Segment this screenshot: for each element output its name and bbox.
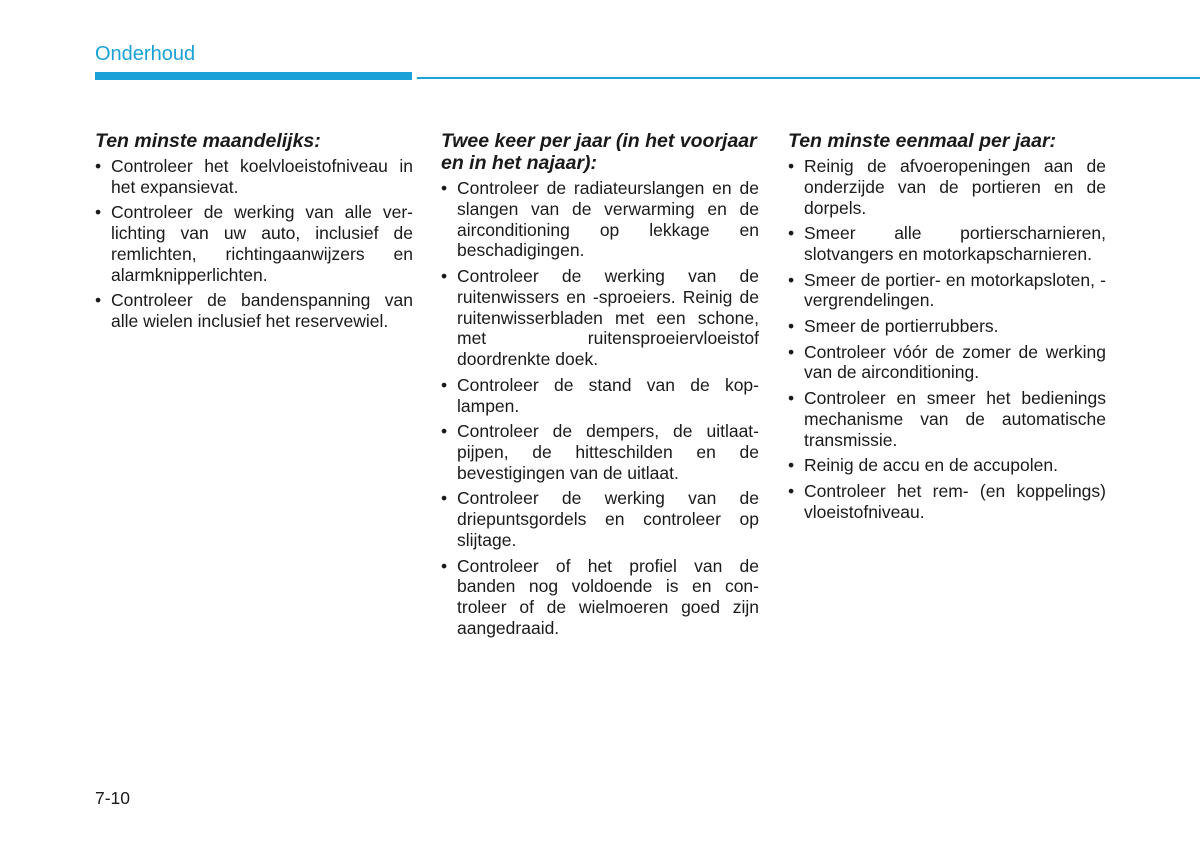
- bullet-icon: •: [788, 223, 795, 244]
- list-item-text: Controleer de werking van de ruitenwissers en -sproeiers. Reinig de ruitenwisserbladen met een schone, met ruitensproeiervloeistof doordrenkte doek.: [457, 265, 759, 370]
- bullet-icon: •: [788, 269, 795, 290]
- bullet-icon: •: [788, 480, 795, 501]
- bullet-icon: •: [788, 156, 795, 176]
- list-item: [788, 156, 1106, 218]
- column-heading: Twee keer per jaar (in het voorjaar en in het najaar):: [441, 130, 757, 174]
- list-item: [788, 316, 1106, 337]
- column-twice-yearly: [441, 130, 759, 644]
- list-item: [788, 342, 1106, 384]
- section-title: Onderhoud: [95, 43, 196, 65]
- list-item-text: Controleer of het profiel van de banden nog voldoende is en controleer of de wielmoeren goed zijn aangedraaid.: [457, 555, 759, 638]
- bullet-icon: •: [441, 555, 448, 576]
- list-item-text: Controleer de werking van alle verlichting van uw auto, inclusief de remlichten, richtingaanwijzers en alarmknipperlichten.: [111, 202, 413, 285]
- list-item-text: Smeer alle portierscharnieren, slotvangers en motorkapscharnieren.: [804, 223, 1106, 264]
- list-item: [788, 481, 1106, 523]
- bullet-icon: •: [788, 387, 795, 408]
- list-item-text: Reinig de accu en de accupolen.: [804, 455, 1058, 476]
- list-item: [441, 421, 759, 483]
- checklist: [788, 156, 1106, 522]
- bullet-icon: •: [95, 156, 102, 176]
- list-item: [95, 290, 413, 332]
- bullet-icon: •: [95, 202, 102, 223]
- list-item-text: Reinig de afvoeropeningen aan de onderzijde van de portieren en de dorpels.: [804, 156, 1106, 218]
- bullet-icon: •: [441, 374, 448, 395]
- bullet-icon: •: [95, 290, 102, 311]
- column-heading: Ten minste maandelijks:: [95, 130, 321, 152]
- list-item-text: Controleer vóór de zomer de werking van de airconditioning.: [804, 341, 1106, 383]
- bullet-icon: •: [441, 178, 448, 198]
- list-item: [95, 202, 413, 285]
- header-rule-thick: [95, 72, 412, 80]
- list-item-text: Smeer de portier- en motorkapsloten, -vergrendelingen.: [804, 269, 1106, 311]
- list-item-text: Smeer de portierrubbers.: [804, 315, 999, 336]
- list-item: [788, 270, 1106, 312]
- list-item-text: Controleer de radiateurslangen en de slangen van de verwarming en de airconditioning op lekkage en beschadigingen.: [457, 178, 759, 261]
- list-item: [788, 455, 1106, 476]
- bullet-icon: •: [788, 341, 795, 362]
- list-item: [441, 488, 759, 550]
- checklist: [95, 156, 413, 332]
- list-item: [788, 388, 1106, 450]
- list-item-text: Controleer het koelvloeistofniveau in het expansievat.: [111, 156, 413, 197]
- bullet-icon: •: [441, 421, 448, 442]
- list-item-text: Controleer en smeer het bedienings mechanisme van de automatische transmissie.: [804, 387, 1106, 450]
- bullet-icon: •: [788, 315, 795, 336]
- column-yearly: [788, 130, 1106, 527]
- list-item: [95, 156, 413, 198]
- bullet-icon: •: [441, 488, 448, 509]
- bullet-icon: •: [441, 265, 448, 286]
- bullet-icon: •: [788, 455, 795, 476]
- list-item-text: Controleer de werking van de driepuntsgordels en controleer op slijtage.: [457, 488, 759, 550]
- list-item: [788, 223, 1106, 265]
- header-rule-thin: [417, 77, 1200, 79]
- list-item-text: Controleer de stand van de koplampen.: [457, 374, 759, 416]
- list-item-text: Controleer de bandenspanning van alle wielen inclusief het reservewiel.: [111, 290, 413, 332]
- list-item: [441, 266, 759, 370]
- column-monthly: [95, 130, 413, 337]
- checklist: [441, 178, 759, 639]
- list-item-text: Controleer het rem- (en koppelings) vloeistofniveau.: [804, 480, 1106, 522]
- list-item: [441, 556, 759, 639]
- list-item: [441, 178, 759, 261]
- list-item: [441, 375, 759, 417]
- column-heading: Ten minste eenmaal per jaar:: [788, 130, 1057, 152]
- list-item-text: Controleer de dempers, de uitlaatpijpen, de hitteschilden en de bevestigingen van de uitlaat.: [457, 421, 759, 483]
- page-number: 7-10: [95, 788, 131, 808]
